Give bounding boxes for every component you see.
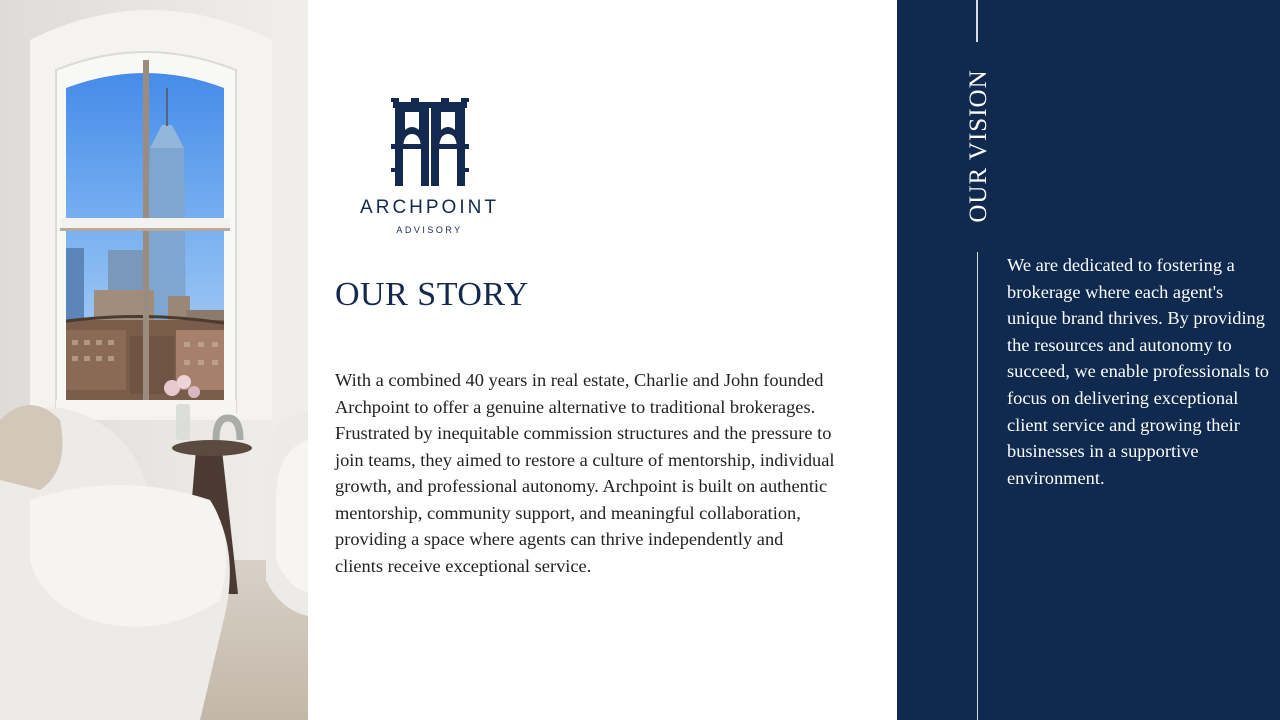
- vertical-rule: [977, 252, 978, 720]
- brand-name: ARCHPOINT: [360, 197, 499, 218]
- vision-heading: OUR VISION: [965, 69, 992, 223]
- vertical-rule-top: [976, 0, 978, 42]
- story-section: [308, 0, 897, 720]
- story-heading: OUR STORY: [335, 276, 529, 313]
- bridge-arch-icon: [391, 98, 469, 186]
- brand-logo: [352, 98, 507, 235]
- vision-panel: [897, 0, 1280, 720]
- interior-photo: [0, 0, 308, 720]
- brand-tagline: ADVISORY: [396, 225, 463, 235]
- vision-paragraph: We are dedicated to fostering a brokerage where each agent's unique brand thrives. By providing the resources and autonomy to succeed, we enable professionals to focus on delivering exceptional client service and growing their businesses in a supportive environment.: [1007, 255, 1269, 488]
- story-paragraph: With a combined 40 years in real estate, Charlie and John founded Archpoint to offer a genuine alternative to traditional brokerages. Frustrated by inequitable commission structures and the pressure to join teams, they aimed to restore a culture of mentorship, individual growth, and professional autonomy. Archpoint is built on authentic mentorship, community support, and meaningful collaboration, providing a space where agents can thrive independently and clients receive exceptional service.: [335, 370, 835, 576]
